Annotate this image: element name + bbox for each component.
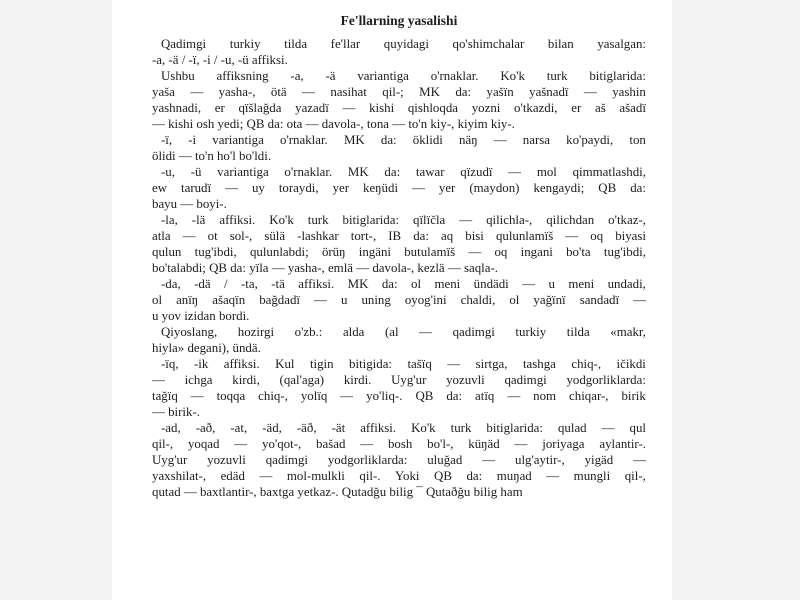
- document-title: Fe'llarning yasalishi: [340, 13, 458, 28]
- text-line: yaxshilat-, edäd — mol-mulkli qil-. Yoki QB da: muŋad — mungli qil-,: [152, 469, 646, 483]
- paragraph: [152, 356, 646, 420]
- document-page: [112, 0, 672, 600]
- paragraph: [152, 132, 646, 164]
- paragraph: [152, 36, 646, 68]
- text-line: -la, -lä affiksi. Ko'k turk bitiglarida: qïlïčla — qilichla-, qilichdan o'tkaz-,: [161, 213, 646, 227]
- paragraph: [152, 420, 646, 500]
- text-line: -a, -ä / -ï, -i / -u, -ü affiksi.: [152, 53, 288, 67]
- text-line: ol anïŋ ašaqïn bağdadï — u uning oyog'ini chaldi, ol yağïnï sandadï —: [152, 293, 646, 307]
- paragraph: [152, 324, 646, 356]
- text-line: tağïq — toqqa chiq-, yolïq — yo'liq-. QB da: atïq — nom chiqar-, birik: [152, 389, 646, 403]
- document-body: [152, 36, 646, 500]
- text-line: ew tarudï — uy toraydi, yer keŋüdi — yer (maydon) kengaydi; QB da:: [152, 181, 646, 195]
- text-line: -da, -dä / -ta, -tä affiksi. MK da: ol meni ündädi — u meni undadi,: [161, 277, 646, 291]
- text-line: yashnadi, er qïšlağda yazadï — kishi qishloqda yozni o'tkazdi, er aš ašadï: [152, 101, 646, 115]
- text-line: u yov izidan bordi.: [152, 309, 250, 323]
- text-line: -ïq, -ik affiksi. Kul tigin bitigida: tašïq — sirtga, tashga chiq-, ičikdi: [161, 357, 646, 371]
- text-line: qulun tug'ibdi, qulunlabdi; örüŋ ingäni butulamïš — oq ingani bo'ta tug'ibdi,: [152, 245, 646, 259]
- text-line: — ichga kirdi, (qal'aga) kirdi. Uyg'ur yozuvli qadimgi yodgorliklarda:: [152, 373, 646, 387]
- text-line: — kishi osh yedi; QB da: ota — davola-, tona — to'n kiy-, kiyim kiy-.: [152, 117, 515, 131]
- paragraph: [152, 276, 646, 324]
- text-line: hiyla» degani), ündä.: [152, 341, 261, 355]
- text-line: Qiyoslang, hozirgi o'zb.: alda (al — qadimgi turkiy tilda «makr,: [161, 325, 646, 339]
- text-line: bo'talabdi; QB da: yïla — yasha-, emlä — davola-, kezlä — saqla-.: [152, 261, 498, 275]
- text-line: -u, -ü variantiga o'rnaklar. MK da: tawar qïzudï — mol qimmatlashdi,: [161, 165, 646, 179]
- paragraph: [152, 212, 646, 276]
- text-line: bayu — boyi-.: [152, 197, 227, 211]
- text-line: Qadimgi turkiy tilda fe'llar quyidagi qo'shimchalar bilan yasalgan:: [161, 37, 646, 51]
- paragraph: [152, 164, 646, 212]
- text-line: -ï, -i variantiga o'rnaklar. MK da: öklidi näŋ — narsa ko'paydi, ton: [161, 133, 646, 147]
- text-line: ölidi — to'n ho'l bo'ldi.: [152, 149, 272, 163]
- text-line: — birik-.: [152, 405, 200, 419]
- text-line: qil-, yoqad — yo'qot-, bašad — bosh bo'l-, küŋäd — joriyaga aylantir-.: [152, 437, 646, 451]
- text-line: atla — ot sol-, sülä -lashkar tort-, IB da: aq bisi qulunlamïš — oq biyasi: [152, 229, 646, 243]
- text-line: qutad — baxtlantir-, baxtga yetkaz-. Qutadğu bilig ¯ Qutaðğu bilig ham: [152, 485, 523, 499]
- text-line: Ushbu affiksning -a, -ä variantiga o'rnaklar. Ko'k turk bitiglarida:: [161, 69, 646, 83]
- text-line: -ad, -að, -at, -äd, -äð, -ät affiksi. Ko'k turk bitiglarida: qulad — qul: [161, 421, 646, 435]
- text-line: yaša — yasha-, ötä — nasihat qil-; MK da: yašïn yašnadï — yashin: [152, 85, 646, 99]
- paragraph: [152, 68, 646, 132]
- text-line: Uyg'ur yozuvli qadimgi yodgorliklarda: uluğad — ulg'aytir-, yigäd —: [152, 453, 646, 467]
